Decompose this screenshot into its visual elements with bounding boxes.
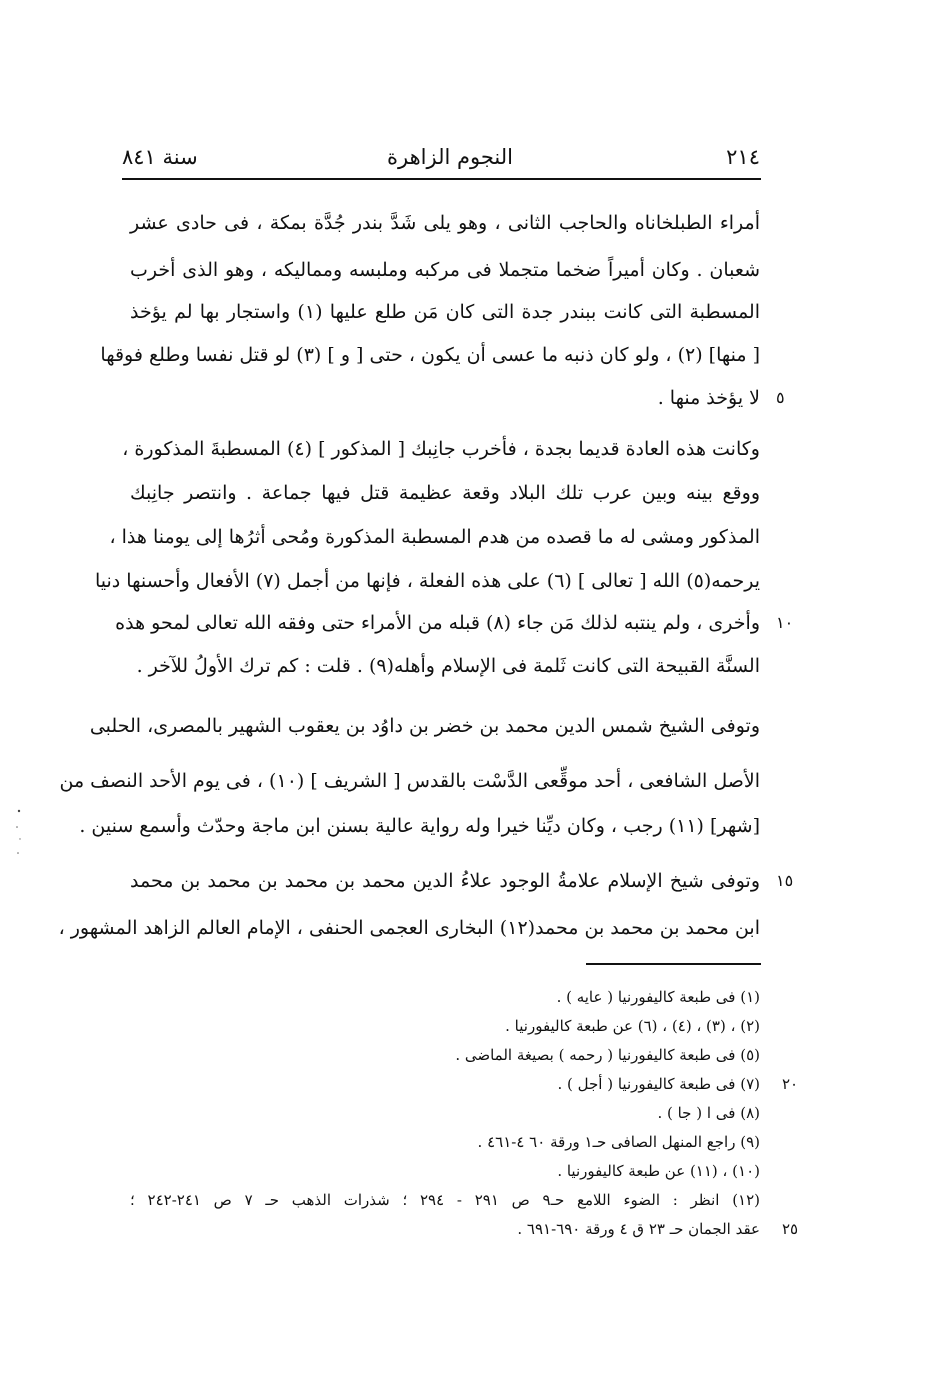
body-line: ابن محمد بن محمد بن محمد(١٢) البخارى العجمى الحنفى ، الإمام العالم الزاهد المشهور ، bbox=[58, 917, 760, 939]
footnote: (١٠) ، (١١) عن طبعة كاليفورنيا . bbox=[557, 1162, 760, 1180]
header-year: سنة ٨٤١ bbox=[122, 145, 198, 169]
footnote: عقد الجمان حـ ٢٣ ق ٤ ورقة ٦٩٠-٦٩١ . bbox=[517, 1220, 760, 1238]
body-line: وتوفى شيخ الإسلام علامةُ الوجود علاءُ الدين محمد بن محمد بن محمد بن محمد bbox=[130, 870, 760, 892]
body-line: السنَّة القبيحة التى كانت ثَلمة فى الإسلام وأهله(٩) . قلت : كم ترك الأولُ للآخر . bbox=[136, 655, 760, 677]
footnote: (١) فى طبعة كاليفورنيا ( عايه ) . bbox=[556, 988, 760, 1006]
footnote: (٢) ، (٣) ، (٤) ، (٦) عن طبعة كاليفورنيا . bbox=[505, 1017, 760, 1035]
footnote: (٨) فى ا ( جا ) . bbox=[657, 1104, 760, 1122]
body-line: ووقع بينه وبين عرب تلك البلاد وقعة عظيمة قتل فيها جماعة . وانتصر جانِبك bbox=[130, 482, 760, 504]
footnote-rule bbox=[586, 963, 761, 965]
page-number: ٢١٤ bbox=[726, 145, 760, 169]
body-line: المسطبة التى كانت ببندر جدة التى كان مَن طلع عليها (١) واستجار بها لم يؤخذ bbox=[130, 301, 761, 323]
line-marker: ١٥ bbox=[776, 871, 794, 890]
header-rule bbox=[122, 178, 761, 180]
footnote: (٧) فى طبعة كاليفورنيا ( أجل ) . bbox=[557, 1075, 760, 1093]
body-line: لا يؤخذ منها . bbox=[657, 387, 760, 409]
running-title: النجوم الزاهرة bbox=[387, 145, 513, 169]
body-line: [شهر] (١١) رجب ، وكان ديِّنا خيرا وله رواية عالية بسنن ابن ماجة وحدّث وأسمع سنين . bbox=[79, 815, 760, 837]
footnote: (١٢) انظر : الضوء اللامع حـ٩ ص ٢٩١ - ٢٩٤ ؛ شذرات الذهب حـ ٧ ص ٢٤١-٢٤٢ ؛ bbox=[130, 1191, 761, 1209]
body-line: وتوفى الشيخ شمس الدين محمد بن خضر بن داوُد بن يعقوب الشهير بالمصرى، الحلبى bbox=[89, 715, 760, 737]
body-line: يرحمه(٥) الله [ تعالى ] (٦) على هذه الفعلة ، فإنها من أجمل (٧) الأفعال وأحسنها دنيا bbox=[95, 570, 760, 592]
line-marker: ١٠ bbox=[776, 613, 794, 632]
line-marker: ٥ bbox=[776, 388, 785, 407]
body-line: أمراء الطبلخاناه والحاجب الثانى ، وهو يلى شَدَّ بندر جُدَّة بمكة ، فى حادى عشر bbox=[130, 212, 760, 234]
footnote: (٥) فى طبعة كاليفورنيا ( رحمه ) بصيغة الماضى . bbox=[455, 1046, 760, 1064]
body-line: شعبان . وكان أميراً ضخما متجملا فى مركبه وملبسه ومماليكه ، وهو الذى أخرب bbox=[130, 259, 760, 281]
body-line: المذكور ومشى له ما قصده من هدم المسطبة المذكورة ومُحى أثرُها إلى يومنا هذا ، bbox=[109, 526, 760, 548]
body-line: وأخرى ، ولم ينتبه لذلك مَن جاء (٨) قبله من الأمراء حتى وفقه الله تعالى لمحو هذه bbox=[115, 612, 760, 634]
body-line: الأصل الشافعى ، أحد موقِّعى الدَّسْت بالقدس [ الشريف ] (١٠) ، فى يوم الأحد النصف من bbox=[59, 770, 760, 792]
body-line: وكانت هذه العادة قديما بجدة ، فأخرب جانِبك [ المذكور ] (٤) المسطبةَ المذكورة ، bbox=[122, 438, 760, 460]
footnote: (٩) راجع المنهل الصافى حـ١ ورقة ٦٠ ٤-٤٦١ . bbox=[477, 1133, 760, 1151]
line-marker: ٢٥ bbox=[782, 1220, 799, 1238]
scan-speck-mark bbox=[14, 805, 24, 865]
body-line: [ منها] (٢) ، ولو كان ذنبه ما عسى أن يكون ، حتى [ و ] (٣) لو قتل نفسا وطلع فوقها bbox=[100, 344, 760, 366]
line-marker: ٢٠ bbox=[782, 1075, 799, 1093]
